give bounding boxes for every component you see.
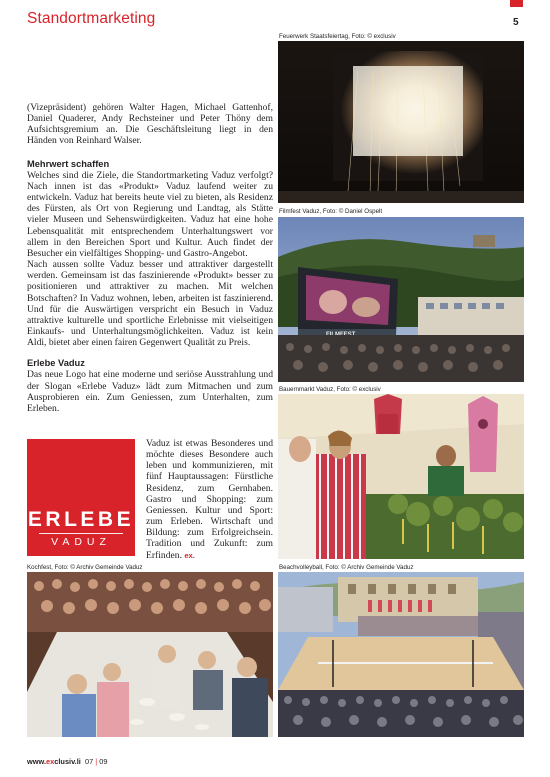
- dinner-crowd-image: [27, 572, 273, 737]
- paragraph-hauptaussagen: Vaduz ist etwas Besonderes und möchte dieses Besondere auch leben und kommunizieren, mit fünf Hauptaussagen: Fürstliche Residenz, zum Gernhaben. Gastro und Shopping: zum Geniessen. Kultur und Sport: zum Erleben. Wirtschaft und Bildung: zum Erfolgreichsein. Tradition und Zukunft: zum Erfinden.: [146, 438, 273, 561]
- photo-kochfest: [27, 572, 273, 737]
- paragraph-aussen: Nach aussen sollte Vaduz besser und attraktiver dargestellt werden. Gemeinsam ist das faszinierende «Produkt» besser zu positionieren und attraktiver zu machen. Mit welchen Botschaften? In Vaduz wohnen, leben, arbeiten ist faszinierend. Und für die Auswärtigen verspricht ein Besuch in Vaduz attraktive kulturelle und sportliche Erlebnisse mit vielseitigen Einkaufs- und Unterhaltungsmöglichkeiten. Vaduz ist kein Aldi, bietet aber einen fairen Gegenwert Qualität zu Preis.: [27, 259, 273, 349]
- author-signature: ex.: [184, 550, 195, 560]
- footer-year: 09: [99, 757, 108, 766]
- caption-beachvolleyball: Beachvolleyball, Foto: © Archiv Gemeinde Vaduz: [279, 564, 414, 571]
- caption-kochfest: Kochfest, Foto: © Archiv Gemeinde Vaduz: [27, 564, 143, 571]
- section-heading-mehrwert: Mehrwert schaffen: [27, 158, 110, 169]
- page-corner-tab: [510, 0, 523, 7]
- photo-feuerwerk: [278, 41, 524, 203]
- logo-divider: [39, 533, 123, 534]
- photo-beachvolleyball: [278, 572, 524, 737]
- page-number: 5: [513, 17, 519, 28]
- photo-bauernmarkt: [278, 394, 524, 559]
- caption-filmfest: Filmfest Vaduz, Foto: © Daniel Ospelt: [279, 208, 383, 215]
- erlebe-vaduz-logo: [27, 439, 135, 556]
- footer-brand-rest: clusiv.li: [54, 757, 81, 766]
- filmfest-image: [278, 217, 524, 382]
- footer-brand-red: ex: [46, 757, 55, 766]
- footer-url-prefix: www.: [27, 757, 47, 766]
- caption-feuerwerk: Feuerwerk Staatsfeiertag, Foto: © exclusiv: [279, 33, 396, 40]
- footer-separator: |: [95, 757, 98, 766]
- market-image: [278, 394, 524, 559]
- paragraph-ziele: Welches sind die Ziele, die Standortmarketing Vaduz verfolgt? Nach innen ist das «Produkt» Vaduz laufend weiter zu entwickeln. Vaduz hat bereits heute viel zu bieten, als Residenz des Fürsten, als Ort von Regierung und Landtag, als Stätte vieler Museen und Sehenswürdigkeiten. Vaduz hat eine hohe Lebensqualität mit entsprechendem Unterhaltungswert vor allem in den Bereichen Sport und Kultur. Auch findet der Besucher ein vielfältiges Shopping- und Gastro-Angebot.: [27, 169, 273, 259]
- fireworks-image: [278, 41, 524, 203]
- section-title: Standortmarketing: [27, 10, 156, 27]
- logo-side-text: [146, 438, 273, 561]
- logo-text-sub: VADUZ: [51, 536, 111, 548]
- intro-paragraph: (Vizepräsident) gehören Walter Hagen, Michael Gattenhof, Daniel Quaderer, Andy Rechsteiner und Peter Thöny dem Aufsichtsgremium an. Die Geschäftsleitung liegt in den Händen von Reinhard Walser.: [27, 102, 273, 147]
- photo-filmfest: [278, 217, 524, 382]
- logo-text-main: ERLEBE: [27, 508, 135, 531]
- beachvolleyball-image: [278, 572, 524, 737]
- caption-bauernmarkt: Bauernmarkt Vaduz, Foto: © exclusiv: [279, 386, 381, 393]
- footer: [27, 757, 107, 766]
- section-heading-erlebe: Erlebe Vaduz: [27, 358, 85, 369]
- paragraph-logo: Das neue Logo hat eine moderne und seriöse Ausstrahlung und der Slogan «Erlebe Vaduz» lädt zum Mitmachen und zum Ausprobieren ein. Zum Geniessen, zum Unterhalten, zum Erleben.: [27, 369, 273, 414]
- footer-issue: 07: [84, 757, 94, 766]
- article-body: [27, 102, 273, 414]
